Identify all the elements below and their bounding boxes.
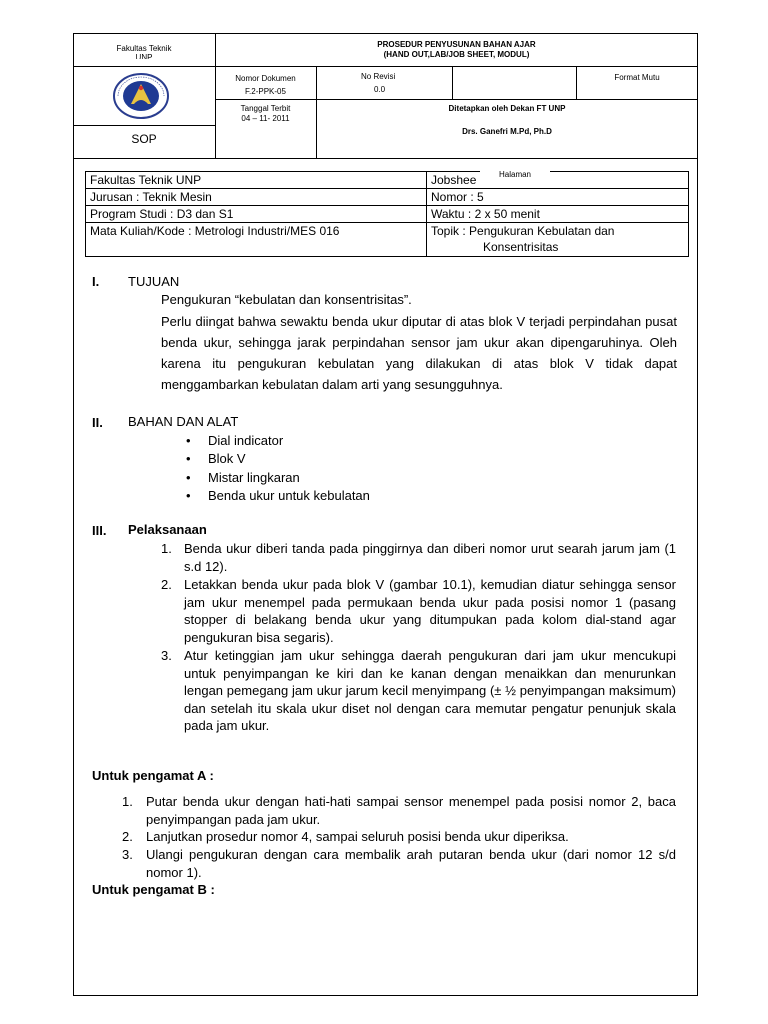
format-mutu-label: Format Mutu bbox=[614, 73, 660, 82]
table-row bbox=[86, 206, 689, 223]
doc-number-value: F.2-PPK-05 bbox=[245, 87, 286, 96]
list-item: 1. Benda ukur diberi tanda pada pinggirnya dan diberi nomor urut searah jarum jam (1 s.d 12). bbox=[161, 541, 676, 574]
section-2-number: II. bbox=[92, 415, 103, 430]
section-3-title: Pelaksanaan bbox=[128, 522, 207, 537]
topic-line2: Konsentrisitas bbox=[483, 240, 559, 254]
list-item: • Mistar lingkaran bbox=[186, 470, 300, 485]
faculty-cut-label: UNP bbox=[135, 53, 153, 59]
list-item: • Blok V bbox=[186, 451, 246, 466]
approver-name: Drs. Ganefri M.Pd, Ph.D bbox=[462, 127, 552, 136]
date-label: Tanggal Terbit bbox=[240, 104, 291, 113]
university-logo bbox=[112, 72, 170, 120]
list-item: • Dial indicator bbox=[186, 433, 284, 448]
table-cell: Nomor : 5 bbox=[427, 189, 689, 206]
page-label: Halaman bbox=[480, 168, 550, 182]
section-1-number: I. bbox=[92, 274, 100, 289]
doc-title-line1: PROSEDUR PENYUSUNAN BAHAN AJAR bbox=[377, 40, 536, 49]
list-item: 3. Ulangi pengukuran dengan cara membalik arah putaran benda ukur (dari nomor 12 s/d nomor 1). bbox=[122, 847, 676, 880]
table-cell: Jobshee bbox=[427, 172, 689, 189]
table-cell: Mata Kuliah/Kode : Metrologi Industri/MES 016 bbox=[86, 223, 427, 257]
table-row bbox=[86, 189, 689, 206]
revision-label: No Revisi bbox=[361, 72, 396, 81]
table-cell: Jurusan : Teknik Mesin bbox=[86, 189, 427, 206]
list-item: 1. Putar benda ukur dengan hati-hati sampai sensor menempel pada posisi nomor 2, baca penyimpangan pada jam ukur. bbox=[122, 794, 676, 827]
sop-label: SOP bbox=[131, 132, 157, 146]
section-3-number: III. bbox=[92, 523, 107, 538]
faculty-label: Fakultas Teknik bbox=[116, 44, 172, 53]
jobsheet-info-table bbox=[85, 171, 689, 257]
table-cell: Waktu : 2 x 50 menit bbox=[427, 206, 689, 223]
observer-a-heading: Untuk pengamat A : bbox=[92, 768, 214, 783]
table-cell: Fakultas Teknik UNP bbox=[86, 172, 427, 189]
approved-by-label: Ditetapkan oleh Dekan FT UNP bbox=[448, 104, 566, 113]
table-row bbox=[86, 172, 689, 189]
date-value: 04 – 11- 2011 bbox=[241, 114, 290, 123]
section-1-title: TUJUAN bbox=[128, 274, 180, 289]
section-1-intro: Pengukuran “kebulatan dan konsentrisitas”. bbox=[161, 292, 412, 307]
section-1-paragraph: Perlu diingat bahwa sewaktu benda ukur diputar di atas blok V terjadi perpindahan pusat benda ukur, sehingga jarak perpindahan sensor jam ukur akan dipengaruhinya. Oleh karena itu pengukuran kebulatan yang dilakukan di atas blok V tidak dapat menggambarkan kebulatan dalam arti yang sesungguhnya. bbox=[161, 314, 677, 392]
topic-line1: Topik : Pengukuran Kebulatan dan bbox=[431, 224, 615, 238]
list-item: 2. Lanjutkan prosedur nomor 4, sampai seluruh posisi benda ukur diperiksa. bbox=[122, 829, 569, 844]
doc-title-line2: (HAND OUT,LAB/JOB SHEET, MODUL) bbox=[383, 50, 530, 59]
list-item: 3. Atur ketinggian jam ukur sehingga daerah pengukuran dari jam ukur mencukupi untuk penyimpangan ke kiri dan ke kanan dengan menaikkan dan menurunkan lengan pemegang jam ukur jarum kecil menyimpang (± ½ penyimpangan maksimum) dan setelah itu skala ukur diset nol dengan cara memutar pengatur penunjuk skala pada jam ukur. bbox=[161, 648, 676, 733]
list-item: 2. Letakkan benda ukur pada blok V (gambar 10.1), kemudian diatur sehingga sensor jam ukur menempel pada permukaan benda ukur pada posisi nomor 1 (pasang stopper di belakang benda ukur yang ditumpukan pada kolom dial-stand agar pengukuran bisa segaris). bbox=[161, 577, 676, 645]
revision-value: 0.0 bbox=[374, 85, 386, 94]
observer-b-heading: Untuk pengamat B : bbox=[92, 882, 215, 897]
doc-number-label: Nomor Dokumen bbox=[235, 74, 296, 83]
table-cell bbox=[427, 223, 689, 257]
list-item: • Benda ukur untuk kebulatan bbox=[186, 488, 370, 503]
table-cell: Program Studi : D3 dan S1 bbox=[86, 206, 427, 223]
section-2-title: BAHAN DAN ALAT bbox=[128, 414, 239, 429]
table-row bbox=[86, 223, 689, 257]
